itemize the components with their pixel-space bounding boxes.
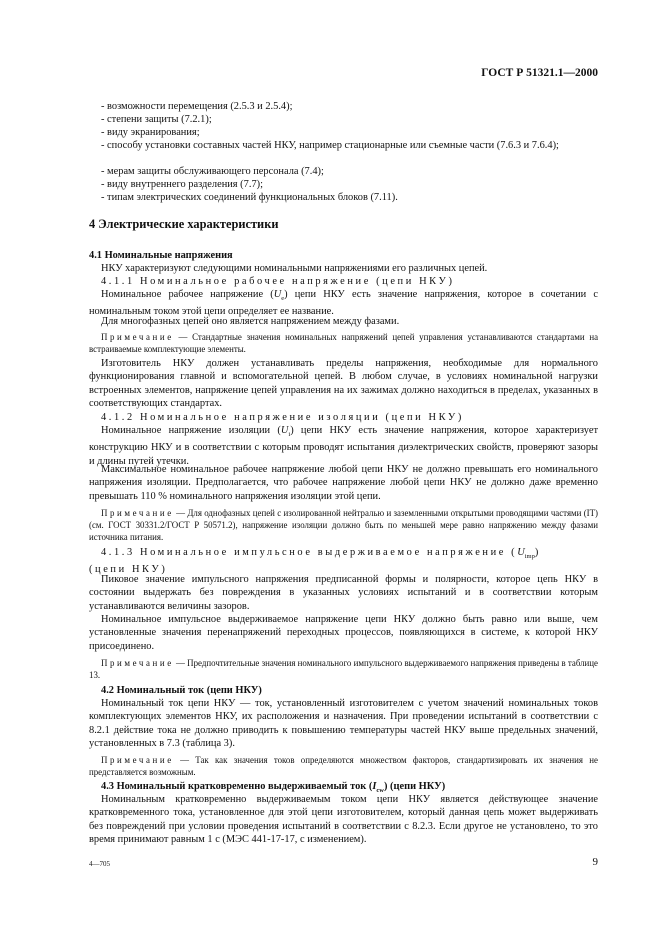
section-4-1-3-title: 4.1.3 Номинальное импульсное выдерживаемое напряжение $(U_{imp})$ (цепи НКУ) bbox=[89, 547, 539, 576]
section-4-1-title: 4.1 Номинальные напряжения bbox=[89, 250, 233, 261]
paragraph: Максимальное номинальное рабочее напряжение любой цепи НКУ не должно превышать его номинального напряжения изоляции. Предполагается, что рабочее напряжение любой цепи НКУ не должно даже временно превышать 110 % номинального напряжения изоляции этой цепи. bbox=[89, 464, 598, 502]
list-item: - виду экранирования; bbox=[101, 127, 200, 138]
section-4-1-2-title: 4.1.2 Номинальное напряжение изоляции (цепи НКУ) bbox=[101, 412, 464, 423]
note: Примечание — Предпочтительные значения номинального импульсного выдерживаемого напряжения приведены в таблице 13. bbox=[89, 658, 598, 680]
list-item: - типам электрических соединений функциональных блоков (7.11). bbox=[101, 192, 398, 203]
list-item: - мерам защиты обслуживающего персонала (7.4); bbox=[101, 166, 324, 177]
section-4-1-1-title: 4.1.1 Номинальное рабочее напряжение (цепи НКУ) bbox=[101, 276, 455, 287]
paragraph: Номинальным кратковременно выдерживаемым током цепи НКУ является действующее значение кратковременного тока, установленное для этой цепи изготовителем, который данная цепь может выдерживать без повреждений при условии проведения испытаний в соответствии с 8.2.3. Если другое не установлено, то это время принимают равным 1 с (МЭС 441-17-17, с изменением). bbox=[89, 794, 598, 845]
document-header: ГОСТ Р 51321.1—2000 bbox=[481, 67, 598, 79]
paragraph: Номинальное рабочее напряжение $(U_e)$ цепи НКУ есть значение напряжения, которое в сочетании с номинальным током этой цепи определяет ее название. bbox=[89, 289, 599, 318]
note: Примечание — Стандартные значения номинальных напряжений цепей управления устанавливаются стандартами на встраиваемые комплектующие элементы. bbox=[89, 332, 599, 354]
footer-code: 4—705 bbox=[89, 860, 110, 868]
list-item: - виду внутреннего разделения (7.7); bbox=[101, 179, 263, 190]
list-item: - степени защиты (7.2.1); bbox=[101, 114, 212, 125]
paragraph: Для многофазных цепей оно является напряжением между фазами. bbox=[101, 316, 400, 327]
paragraph: Номинальный ток цепи НКУ — ток, установленный изготовителем с учетом значений номинальных токов комплектующих элементов НКУ, их расположения и назначения. При проведении испытаний в соответствии с 8.2.1 действие тока не должно приводить к повышению температуры частей НКУ выше предельных значений, установленных в 7.3 (таблица 3). bbox=[89, 698, 598, 749]
section-4-3-title: 4.3 Номинальный кратковременно выдерживаемый ток $(I_{cw})$ (цепи НКУ) bbox=[101, 781, 446, 795]
section-4-title: 4 Электрические характеристики bbox=[89, 217, 279, 231]
list-item: - способу установки составных частей НКУ, например стационарные или съемные части (7.6.3 и 7.6.4); bbox=[101, 140, 559, 151]
paragraph: Номинальное напряжение изоляции $(U_i)$ цепи НКУ есть значение напряжения, которое характеризует конструкцию НКУ и в соответствии с которым проводят испытания диэлектрических свойств, проверяют зазоры и длины путей утечки. bbox=[89, 425, 599, 467]
note: Примечание — Так как значения токов определяются множеством факторов, стандартизировать их значения не представляется возможным. bbox=[89, 755, 598, 777]
note: Примечание — Для однофазных цепей с изолированной нейтралью и заземленными открытыми проводящими частями (IT) (см. ГОСТ 30331.2/ГОСТ Р 50571.2), напряжение изоляции должно быть по меньшей мере равно напряжению между фазами источника питания. bbox=[89, 508, 599, 542]
paragraph: Пиковое значение импульсного напряжения предписанной формы и полярности, которое цепь НКУ в состоянии выдержать без повреждения в указанных условиях испытаний и в соответствии которым устанавливаются величины зазоров. bbox=[89, 574, 598, 612]
section-4-1-text: НКУ характеризуют следующими номинальными напряжениями его различных цепей. bbox=[101, 263, 488, 274]
page-number: 9 bbox=[592, 856, 598, 868]
paragraph: Номинальное импульсное выдерживаемое напряжение цепи НКУ должно быть равно или выше, чем установленные значения перенапряжений переходных процессов, появляющихся в системе, к которой НКУ присоединено. bbox=[89, 614, 598, 652]
section-4-2-title: 4.2 Номинальный ток (цепи НКУ) bbox=[101, 685, 262, 696]
paragraph: Изготовитель НКУ должен устанавливать пределы напряжения, необходимые для нормального функционирования главной и вспомогательной цепей. В любом случае, в условиях номинальной нагрузки встроенных элементов, напряжение цепей управления на их зажимах должно находиться в пределах, указанных в соответствующих стандартах. bbox=[89, 358, 598, 409]
list-item: - возможности перемещения (2.5.3 и 2.5.4); bbox=[101, 101, 293, 112]
